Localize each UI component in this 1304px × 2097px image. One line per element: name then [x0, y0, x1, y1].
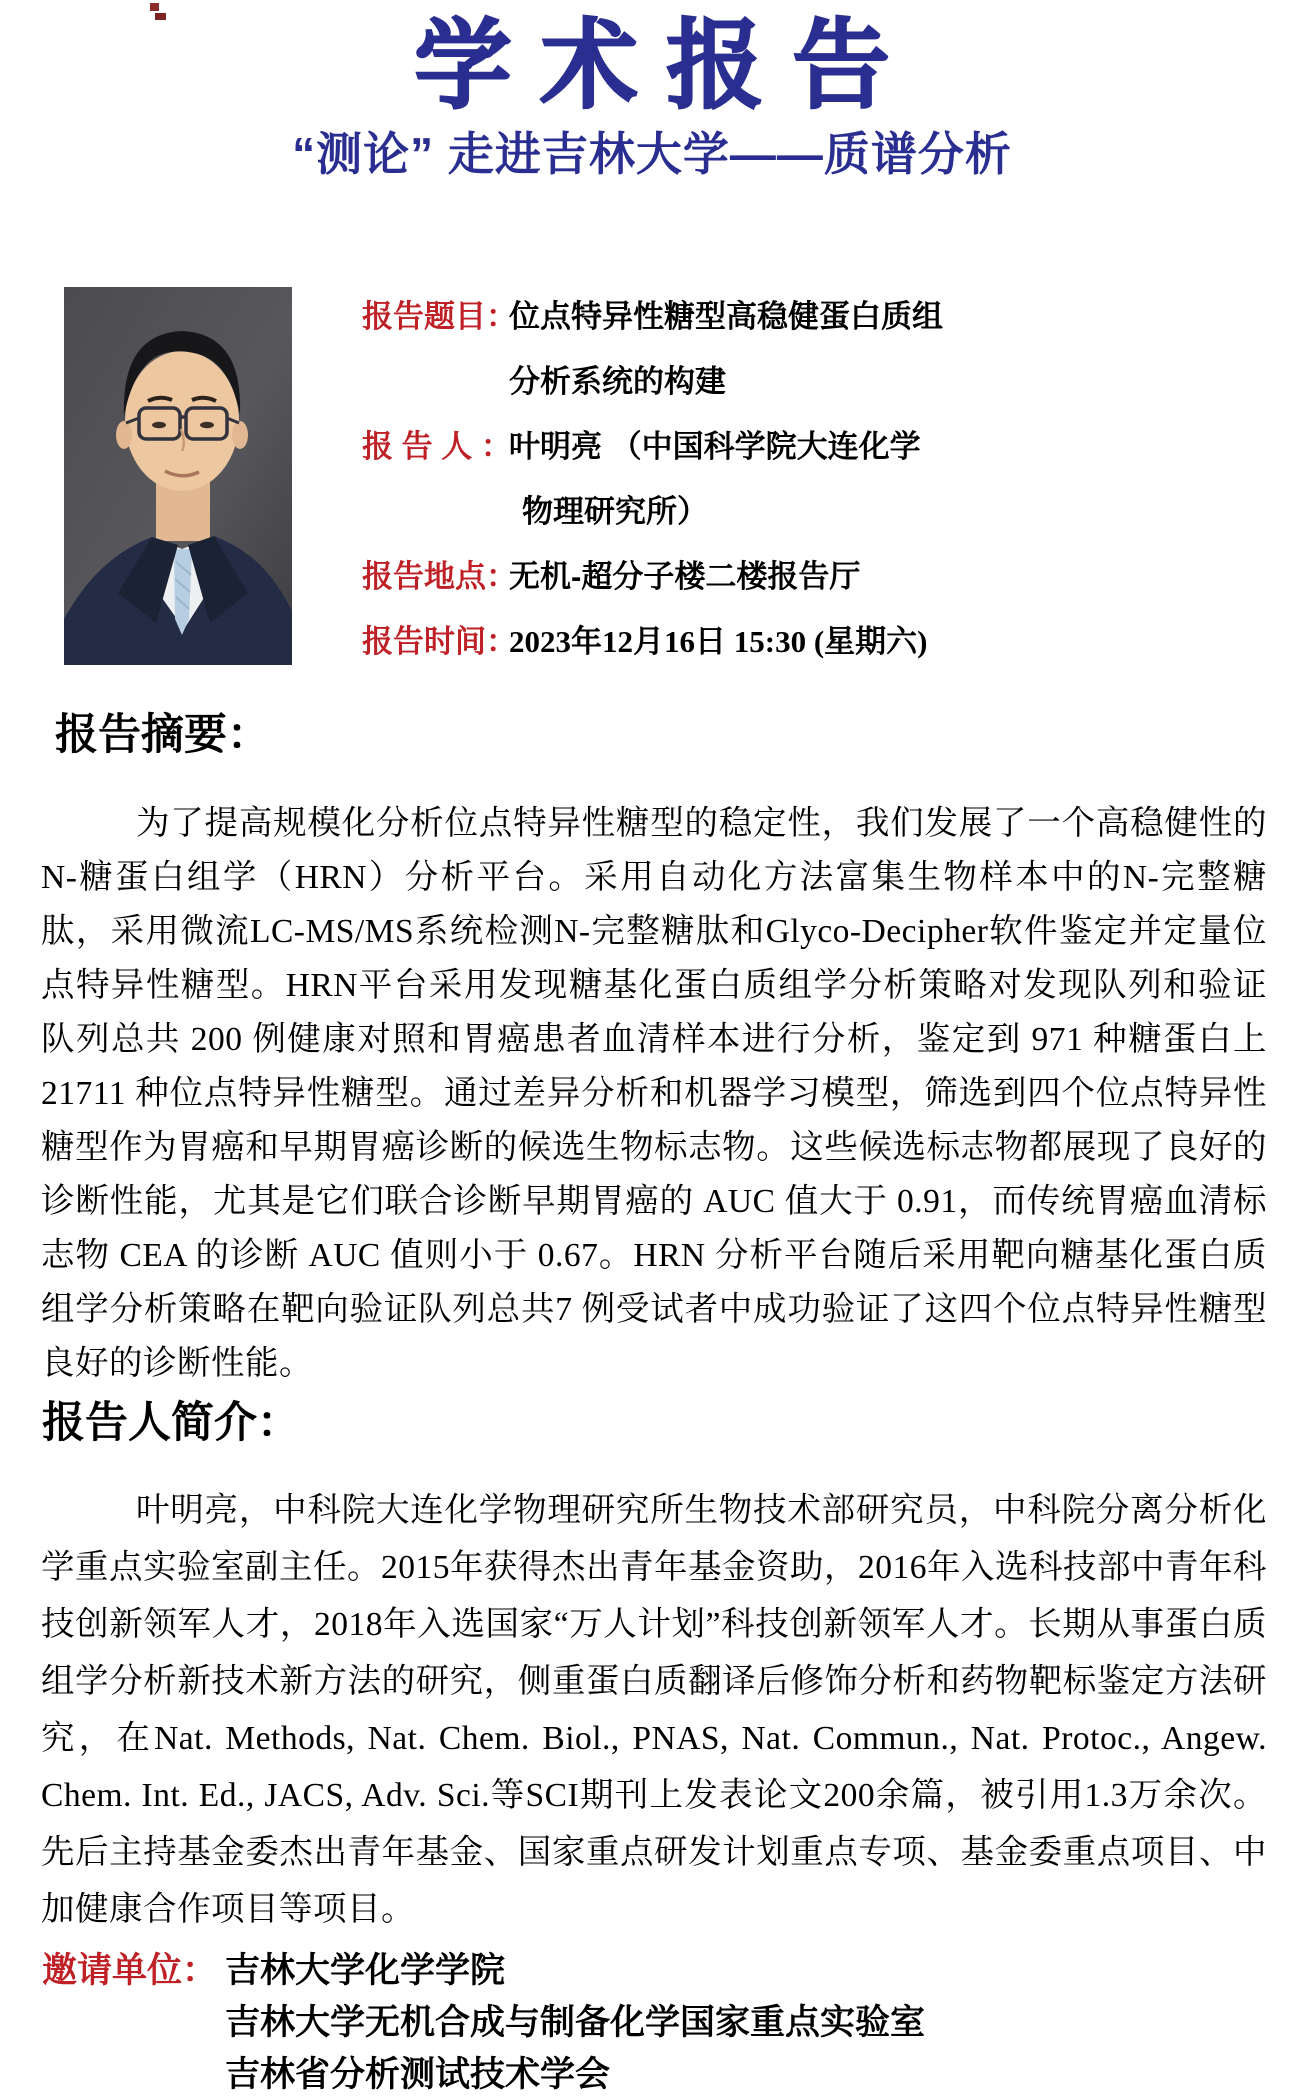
report-title-continuation: 分析系统的构建 — [509, 364, 726, 399]
time-value: 2023年12月16日 15:30 (星期六) — [509, 624, 928, 659]
speaker-photo — [64, 287, 292, 665]
speaker-info-section — [64, 287, 943, 688]
speaker-label: 报 告 人 ： — [362, 429, 512, 464]
bio-heading: 报告人简介： — [42, 1399, 300, 1447]
abstract-heading: 报告摘要： — [55, 711, 270, 759]
location-label: 报告地点： — [362, 559, 517, 594]
time-label: 报告时间： — [362, 624, 517, 659]
location-row — [362, 558, 943, 596]
invite-org: 吉林省分析测试技术学会 — [225, 2055, 611, 2094]
report-title-value: 位点特异性糖型高稳健蛋白质组 — [509, 299, 943, 334]
invite-organizations — [225, 1945, 925, 2097]
time-row — [362, 623, 943, 661]
bio-body: 叶明亮，中科院大连化学物理研究所生物技术部研究员，中科院分离分析化学重点实验室副主任。2015年获得杰出青年基金资助，2016年入选科技部中青年科技创新领军人才，2018年入选国家“万人计划”科技创新领军人才。长期从事蛋白质组学分析新技术新方法的研究，侧重蛋白质翻译后修饰分析和药物靶标鉴定方法研究，在Nat. Methods, Nat. Chem. Biol., PNAS, Nat. Commun., Nat. Protoc., Angew. Chem. Int. Ed., JACS, Adv. Sci.等SCI期刊上发表论文200余篇，被引用1.3万余次。先后主持基金委杰出青年基金、国家重点研发计划重点专项、基金委重点项目、中加健康合作项目等项目。 — [41, 1492, 1267, 1928]
report-title-row — [362, 298, 943, 336]
corner-artifact-mark — [150, 3, 159, 11]
invite-org: 吉林大学化学学院 — [225, 1951, 506, 1990]
page-subtitle: “测论” 走进吉林大学——质谱分析 — [292, 128, 1012, 180]
report-details — [362, 287, 943, 688]
invite-label: 邀请单位： — [42, 1951, 218, 1990]
speaker-value: 叶明亮 （中国科学院大连化学 — [509, 429, 921, 464]
page-title: 学术报告 — [414, 13, 919, 120]
invite-section — [42, 1945, 925, 2097]
speaker-portrait-image — [64, 287, 292, 665]
speaker-row — [362, 428, 943, 466]
abstract-body: 为了提高规模化分析位点特异性糖型的稳定性，我们发展了一个高稳健性的N-糖蛋白组学（HRN）分析平台。采用自动化方法富集生物样本中的N-完整糖肽，采用微流LC-MS/MS系统检测N-完整糖肽和Glyco-Decipher软件鉴定并定量位点特异性糖型。HRN平台采用发现糖基化蛋白质组学分析策略对发现队列和验证队列总共 200 例健康对照和胃癌患者血清样本进行分析，鉴定到 971 种糖蛋白上 21711 种位点特异性糖型。通过差异分析和机器学习模型，筛选到四个位点特异性糖型作为胃癌和早期胃癌诊断的候选生物标志物。这些候选标志物都展现了良好的诊断性能，尤其是它们联合诊断早期胃癌的 AUC 值大于 0.91，而传统胃癌血清标志物 CEA 的诊断 AUC 值则小于 0.67。HRN 分析平台随后采用靶向糖基化蛋白质组学分析策略在靶向验证队列总共7 例受试者中成功验证了这四个位点特异性糖型良好的诊断性能。 — [41, 805, 1267, 1382]
report-title-label: 报告题目： — [362, 299, 517, 334]
location-value: 无机-超分子楼二楼报告厅 — [509, 559, 861, 594]
invite-org: 吉林大学无机合成与制备化学国家重点实验室 — [225, 2003, 926, 2042]
speaker-continuation: 物理研究所） — [522, 494, 708, 529]
